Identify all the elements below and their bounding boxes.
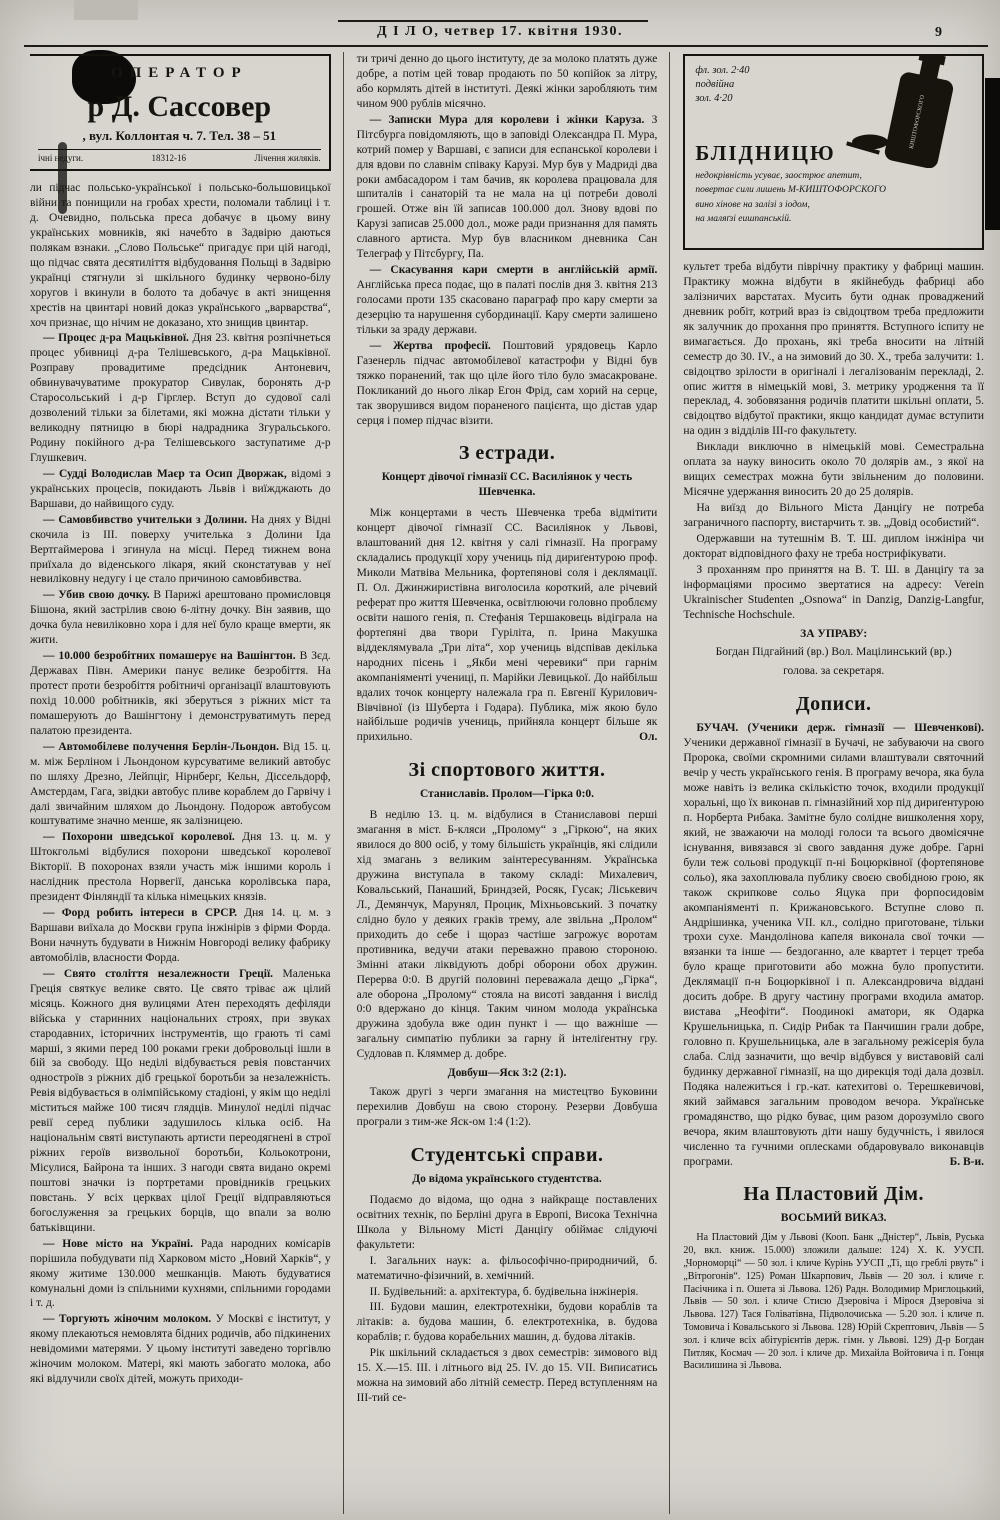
news-paragraph bbox=[357, 1254, 658, 1284]
news-paragraph bbox=[30, 181, 331, 330]
paragraph-text: II. Будівельний: а. архітектура, б. будівельна інжінерія. bbox=[369, 1285, 639, 1298]
paragraph-text: На виїзд до Вільного Міста Данціґу не потреба заграничного паспорту, вистарчить т. зв. „Довід особистий“. bbox=[683, 502, 985, 529]
paragraph-text: З Пітсбурга повідомляють, що в заповіді Олександра П. Мура, котрий помер у Варшаві, є записи для еспанської королеви і для вдови по славнім співаку Карузі. Мур був у Мадриді два роки амбасадором і там бачив, як королева працювала для шпиталів і санаторій та не мала на ці потреби доволі грошей. Отже він їй записав 100.000 дол. Знову вдові по Карузі записав 25.000 дол., може ради признання для память славного артиста. Мур був власником дневника Сан Телеграф у Пітсбургу, Па. bbox=[356, 113, 658, 261]
paragraph-text: Дня 13. ц. м. у Штокгольмі відбулися похорони шведської королевої Вікторії. В похоронах взяли участь між іншими король і наслідник престола Норвегії, данська королівська пара, президент Фінляндії та кілька німецьких князів. bbox=[30, 831, 331, 904]
centered-line: Богдан Підгайний (вр.) Вол. Мацілинський (вр.) bbox=[715, 646, 952, 659]
page-number: 9 bbox=[935, 25, 942, 40]
advert-body-line-1: недокрівність усуває, заострює апетит, bbox=[695, 171, 862, 181]
advert-sassover-address: , вул. Коллонтая ч. 7. Тел. 38 – 51 bbox=[82, 127, 277, 143]
paragraph-text: На Пластовий Дім у Львові (Кооп. Банк „Дністер“, Львів, Руська 20, вкл. книж. 15.000) зложили дальше: 124) X. К. УУСП. „Чорноморці“ — 50 зол. і кличе Курінь УУСП „Ті, що греблі рвуть“ і „Вітрогонів“. 125) Роман Шкарпович, Львів — 20 зол. і кличе г. Пасічника і п. Ошета зі Львова. 126) Радн. Володимир Мриглоцький, Львів — 50 зол. і кличе Стисю Дзеровіча і Мірося Дзеровіча зі Львова. 127) Тася Голіватівна, Підволочиська — 5.20 зол. і кличе п. Томовича і Ковальського зі Львова. 128) Юрій Скрептович, Львів — 5 зол. і кличе всіх абітурієнтів держ. гімн. у Львові. 129) Д-р Богдан Питляк, Космач — 20 зол. і кличе др. Михайла Войтовича і п. Гонця Василишина зі Львова. bbox=[683, 1232, 985, 1372]
columns-container bbox=[30, 52, 984, 1514]
paragraph-text: Дня 23. квітня розпічнеться процес убивниці д-ра Телішевського, д-ра Мацьківної. Розправу провадитиме предсідник Антоневич, обвинувачуватиме прокуратор Сивулак, боронять д-р Старосольський і д-р Гірглер. Вступ до судової салі дозволений тільки за білетами, які можна дістати тільки у великодну пятницю в бюрі надрадника Згуральського. Родину покійного д-ра Телішевського заступатиме д-р Глушкевич. bbox=[30, 332, 331, 464]
paragraph-lead: — Форд робить інтереси в СРСР. bbox=[43, 907, 245, 920]
advert-blidnytsiu-title: БЛІДНИЦЮ bbox=[695, 141, 836, 165]
news-paragraph bbox=[357, 506, 658, 745]
section-heading: З естради. bbox=[458, 442, 556, 465]
news-paragraph bbox=[30, 740, 331, 830]
paragraph-text: Між концертами в честь Шевченка треба відмітити концерт дівочої гімназії СС. Василіянок у Львові, влаштований дня 12. квітня у салі гімназії. На програму складались продукції хору учениць під дириґентурою проф. Миколи Матвіва Мельника, фортепянові соля і деклямації. П. Ол. Джинжиристівна виголосила короткий, але річевий реферат про життя Шевченка, освітлюючи головно проблєму освіти нашого генія, п. Стефанія Тершаковець відіграла на фортепяні два твори Гуріліта, п. Ірина Макушка віддеклямувала „Три літа“, хор учениць відспівав декілька народних пісень і „Якби мені черевики“ при гарнім акомпаніяменті учениці, п. Марійки Левицької. До найбільш вдалих точок концерту належала гра п. Евгенії Курилович-Вівчівної (із Шуберта і Годара). Публика, між якою було найбільше родичів учениць, прийняла концерт більше як прихильно. bbox=[356, 507, 658, 744]
news-paragraph bbox=[30, 1312, 331, 1387]
section-subheading: Концерт дівочої гімназії СС. Василіянок у честь Шевченка. bbox=[381, 471, 633, 499]
paragraph-text: Також другі з черги змагання на мистецтво Буковини перехилив Довбуш на свою сторону. Резерви Довбуша програли з тим-же Яск-ом 1:4 (1:2). bbox=[356, 1086, 658, 1128]
advert-price-line-3: зол. 4·20 bbox=[695, 93, 733, 105]
paragraph-lead: — Жертва професії. bbox=[369, 339, 503, 352]
paragraph-lead: — Скасування кари смерти в англійській армії. bbox=[369, 264, 658, 277]
paragraph-text: На днях у Відні скочила із III. поверху учителька з Долини Іда Вертгаймерова і згинула на місці. Перед тижнем вона приїхала до віденського лікаря, який сконстатував у неї невиліковну недугу і це стало причиною самовбивства. bbox=[30, 513, 331, 586]
advert-body-line-4: на маляґзі еишпанській. bbox=[695, 213, 792, 224]
centered-line: Довбуш—Яск 3:2 (2:1). bbox=[447, 1067, 567, 1080]
advert-body-line-3: вино хінове на залізі з іодом, bbox=[695, 199, 810, 210]
news-paragraph bbox=[683, 501, 984, 531]
news-paragraph bbox=[30, 331, 331, 465]
news-paragraph bbox=[357, 263, 658, 338]
paragraph-text: Подаємо до відома, що одна з найкраще поставлених освітних технік, по Берліні друга в Европі, Висока Технічна Школа у Вільному Місті Данціґу обіймає слідуючі факультети: bbox=[356, 1193, 658, 1251]
newspaper-title-date: Д І Л О, четвер 17. квітня 1930. bbox=[377, 24, 623, 39]
news-paragraph bbox=[357, 339, 658, 429]
column-left bbox=[30, 52, 343, 1514]
paragraph-text: Рік шкільний складається з двох семестрів: зимового від 15. X.—15. III. і літнього від 25. IV. до 15. VII. Виписатись можна на зимовий або літній семестр. Перед вступленням на III-тий се- bbox=[356, 1347, 658, 1405]
paragraph-text: III. Будови машин, електротехніки, будови кораблів та літаків: а. будова машин, б. електротехніка, в. будова кораблів; г. будова корабельних машин, д. будова літаків. bbox=[356, 1301, 658, 1344]
paragraph-text: ли підчас польсько-української і польсько-большовицької війни та понищили на гробах хрести, поломали таблиці і т. д. Очевидно, польська преса добачує в цьому вину українських мовників, які начебто в Задвірю даються полякам взнаки. „Слово Польське“ пригадує при цій нагоді, що підчас свята десятиліття відбудовання Польщі в Задвірю українці стягнули зі шкільного будинку червоно-білу хоругов і вкинули в болото та добачує в акті знищення хрестів на цвинтарі новий доказ українського „варварства“, хоч признає, що нічим не доказано, хто знищив цвинтар. bbox=[30, 182, 331, 329]
news-paragraph bbox=[683, 563, 984, 623]
advert-price-line-1: фл. зол. 2·40 bbox=[695, 65, 750, 76]
advert-sassover-footer bbox=[38, 149, 321, 165]
column-middle bbox=[343, 52, 670, 1514]
news-paragraph bbox=[357, 1085, 658, 1130]
scan-artifact bbox=[985, 78, 1000, 230]
paragraph-text: Виклади виключно в німецькій мові. Семестральна оплата за науку виносить около 70 долярів ам., з якої на вищих семестрах можна бути звільненим до половини. Місячне удержання виносить 20 до 25 долярів. bbox=[683, 441, 985, 499]
paragraph-text: З проханням про приняття на В. Т. Ш. в Данціґу та за інформаціями просимо звертатися на адресу: Verein Ukrainischer Studenten „Osnowa“ in Danzig, Danzig-Langfur, Technische Hochschule. bbox=[683, 563, 985, 621]
news-paragraph bbox=[357, 1346, 658, 1406]
news-paragraph bbox=[30, 1237, 331, 1312]
paragraph-text: В неділю 13. ц. м. відбулися в Станиславові перші змагання в міст. Б-кляси „Пролому“ з „Гіркою“, на яких явилося до 800 осіб, у тому більшість українців, які слідили хід змагань з великим заінтересуванням. Українська дружина виступала в такому складі: Михалевич, Ковальський, Панаший, Бриндзей, Росяк, Гусак; Ліськевич Л., Демянчук, Марунял, Процик, Міхньовський. З початку слідно було у деяких граків трему, але звільна „Пролом“ приходить до себе і щораз частіше загрожує воротам противника, ведучи атаки переважно правою стороною. Змінні атаки ліквідують добрі оборони обох дружин. Перерва 0:0. В другій половині переважала дещо „Гірка“, але оборона „Пролому“ стояла на висоті завдання і вислід 0:0 вдержано до кінця. Таким чином молода українська дружина здобула вже один пункт і — що важніше — загальну симпатію публики за гарну й інтеліґентну гру. Судловав п. Кляммер д. добре. bbox=[356, 809, 658, 1061]
paragraph-text: I. Загальних наук: а. фільософічно-природничий, б. математично-фізичний, в. хемічний. bbox=[356, 1254, 658, 1282]
paragraph-lead: — Торгують жіночим молоком. bbox=[43, 1313, 216, 1326]
news-paragraph bbox=[683, 721, 984, 1169]
news-paragraph bbox=[357, 1300, 658, 1345]
news-paragraph bbox=[357, 1193, 658, 1253]
centered-line: голова. за секретаря. bbox=[783, 665, 885, 678]
advert-sassover-name: р Д. Сассовер bbox=[87, 89, 272, 123]
paragraph-text: В Зєд. Державах Півн. Америки панує велике безробіття. На протест проти безробіття робітничі організації влаштовують похід 10.000 робітників, які зберуться з ріжних міст та помашерують до Вашінгтону і демонструватимуть перед палатою президента. bbox=[30, 650, 331, 737]
paragraph-lead: — Нове місто на Україні. bbox=[43, 1237, 201, 1250]
advert-sassover-profession: ОПЕРАТОР bbox=[110, 65, 248, 81]
advert-sassover bbox=[30, 54, 331, 171]
paragraph-text: Англійська преса подає, що в палаті послів дня 3. квітня 213 голосами проти 135 скасовано параграф про кару смерти за дезерцію та нарушення субординації. Кару смерти залишено тільки за зраду держави. bbox=[356, 279, 658, 336]
paragraph-signature: Ол. bbox=[639, 731, 658, 744]
column-right bbox=[669, 52, 984, 1514]
paragraph-lead: — Похорони шведської королевої. bbox=[43, 831, 243, 844]
paragraph-lead: БУЧАЧ. (Ученики держ. гімназії — Шевченкові). bbox=[696, 722, 985, 735]
news-paragraph bbox=[30, 588, 331, 648]
news-paragraph bbox=[357, 52, 658, 112]
news-paragraph bbox=[30, 967, 331, 1236]
advert-blidnytsiu-body bbox=[695, 169, 974, 226]
advert-price-line-2: подвійна bbox=[695, 79, 735, 91]
paragraph-text: Рада народних комісарів порішила побудувати під Харковом місто „Новий Харків“, у якому житиме 130.000 мешканців. Мають будуватися комунальні доми із спільними кухнями, спільними городами і т. д. bbox=[30, 1237, 331, 1310]
advert-blidnytsiu bbox=[683, 54, 984, 250]
paragraph-text: Одержавши на тутешнім В. Т. Ш. диплом інжініра чи докторат відповідного фаху не треба нострифікувати. bbox=[683, 532, 985, 560]
paragraph-text: відомі з українських процесів, покидають Львів і виїжджають до Варшави, до найвищого суду. bbox=[30, 467, 331, 510]
paragraph-lead: — Записки Мура для королеви і жінки Каруза. bbox=[369, 113, 652, 126]
news-paragraph bbox=[30, 649, 331, 739]
masthead bbox=[0, 24, 1000, 40]
news-paragraph bbox=[357, 1285, 658, 1300]
paragraph-lead: — Автомобілеве получення Берлін-Льондон. bbox=[43, 740, 283, 753]
paragraph-text: Поштовий урядовець Карло Газенерль підчас автомобілевої катастрофи у Відні був тяжко поранений, так що ціле його тіло було змасакроване. Покликаний до нього лікар Егон Фрід, сам хорий на серце, так зворушився видом пораненого пацієнта, що дістав удар серця і помер підчас візити. bbox=[356, 339, 658, 427]
advert-sassover-footer-right: Лічення жиляків. bbox=[254, 153, 321, 164]
advert-sassover-footer-left: ічні недуги. bbox=[38, 153, 84, 164]
news-paragraph bbox=[30, 467, 331, 512]
news-paragraph bbox=[30, 513, 331, 588]
advert-blidnytsiu-prices bbox=[695, 64, 749, 107]
section-subheading: ВОСЬМИЙ ВИКАЗ. bbox=[780, 1212, 887, 1225]
news-paragraph bbox=[357, 113, 658, 262]
paragraph-lead: — 10.000 безробітних помашерує на Вашінгтон. bbox=[43, 650, 300, 663]
news-paragraph bbox=[357, 808, 658, 1062]
section-subheading: Станиславів. Пролом—Гірка 0:0. bbox=[419, 788, 595, 801]
scan-artifact bbox=[74, 0, 138, 20]
paragraph-lead: — Судді Володислав Маєр та Осип Дворжак, bbox=[43, 467, 292, 480]
advert-sassover-footer-mid: 18312-16 bbox=[151, 153, 187, 164]
section-heading: Дописи. bbox=[795, 693, 872, 716]
news-paragraph bbox=[683, 532, 984, 562]
advert-body-line-2: повертає сили лишень М-КИШТОФОРСКОГО bbox=[695, 185, 887, 196]
paragraph-signature: Б. В-и. bbox=[949, 1155, 985, 1168]
section-heading: На Пластовий Дім. bbox=[743, 1183, 924, 1206]
news-paragraph bbox=[683, 440, 984, 500]
news-paragraph bbox=[30, 830, 331, 905]
paragraph-text: В Парижі арештовано промисловця Бішона, який застрілив свою 6-літну дочку. Він заявив, що дочка була невиліковно хора і для неї було краще вмерти, як жити. bbox=[30, 589, 331, 647]
paragraph-lead: — Самовбивство учительки з Долини. bbox=[43, 513, 251, 526]
section-subheading: До відома українського студентства. bbox=[412, 1172, 602, 1185]
masthead-rule-top bbox=[338, 20, 648, 22]
news-paragraph bbox=[683, 260, 984, 439]
header-divider-rule bbox=[24, 45, 988, 47]
svg-text:КИШТОФОРСКОГО: КИШТОФОРСКОГО bbox=[908, 94, 927, 150]
news-paragraph bbox=[30, 906, 331, 966]
paragraph-text: Дня 14. ц. м. з Варшави виїхала до Москви група інжінірів з фірми Форда. Вони начнуть будувати в Нижнім Новгороді велику фабрику автомобілів, власности Форда. bbox=[30, 907, 331, 964]
paragraph-text: культет треба відбути піврічну практику у фабриці машин. Практику можна відбути в якійнебудь фабриці або залізничих варстатах. Мусить бути однак проваджений дневник робіт, котрий враз із свідоцтвом треба предложити як залучник до прохання про приняття. Вступного іспиту не вимагається. До прохань, які треба вносити на літній семестр до 30. IV., а на зимовий до 30. X., треба залучити: 1. свідоцтво зрілости в оригіналі і легалізованім перекладі, 2. опис життя в німецькій мові, 3. метрику уродження та її переклад, 4. зобовязання родичів платити шкільні оплати, 5. свідоцтво відбутої практики, якщо кандидат думає вступити на один з відділів III-го факультету. bbox=[683, 261, 985, 438]
section-heading: Зі спортового життя. bbox=[408, 759, 606, 782]
paragraph-text: У Москві є інститут, у якому плекаються немовлята бідних родичів, або підкинених невідомими матерями. У цьому інституті заведено торгівлю жіночим молоком. Матері, які мають забогато молока, або які відлучили своїх дітей, можуть приходи- bbox=[30, 1313, 331, 1386]
centered-line: ЗА УПРАВУ: bbox=[800, 627, 868, 640]
paragraph-text: Ученики державної гімназії в Бучачі, не забуваючи на свого Пророка, своїми скромними силами влаштували святочний вечір у честь українського генія. В програму вечора, яка була може навіть із велика скількістю точок, входили продукції хоральні, що їх виконав п. гімназійний хор під дириґентурою п. Норберта Рибака. Замітне було солідне вишколення хору, який, не зважаючи на молоді голоси та всього двомісячне існування, вивязався зі свого завдання дуже добре. Гарні були теж сольові продукції п-ні Боцюрківної (фортепянове сольо), яка захоплювала публику своєю свобідною грою, як також скрипкове сольо Яцука при форпосидовім акомпаніяменті п. Крижановського. Вступне слово п. Андрішинка, ученика VII. кл., солідно приготоване, тільки трохи сухе. Мандолінова капеля виконала свої точки — вязанки та інше — бездоганно, але квартет і терцет треба було краще приготовити або можна було пропустити. Деклямації п-н Боцюрківної і п. Александровича віддані досить добре. В другу частину програми входила аматор. вистава „Неофіти“. Поодинокі аматори, як Одарка Крушельницька, п. Сидір Рибак та Панчишин грали добре, головно п. Крушельницька, але в загальному режісерія була слаба. Слід зазначити, що вечір відбувся у виставовій салі будинку державної гімназії, на що дирекція тоді дала дозвіл. Подяка належиться і гр.-кат. катехитові о. Терешкевичові, який займався загальним проводом вечора. Українське громадянство, що рідко буває, цим разом дорозуміло свого вечора, яким влаштовують діти нашу будучність, і явилося численно та гучними оплесками обдаровувало виконавців програми. bbox=[683, 737, 985, 1168]
paragraph-text: ти тричі денно до цього інституту, де за молоко платять дуже добре, а потім цей товар продають по 50 копійок за літру, або кормлять дітей в інституті. Деякі жінки заробляють тим чином 900 рублів місячно. bbox=[356, 53, 658, 110]
news-paragraph bbox=[683, 1232, 984, 1373]
paragraph-text: Від 15. ц. м. між Берліном і Льондоном курсуватиме великий автобус по шляху Дрезно, Лейпціг, Нірнберг, Кельн, Діссельдорф, Амстердам, Гага, звідки автобус пливе кораблем до Гарвічу і далі звичайним шляхом до Льондону. Подорож автобусом коштуватиме значно менше, як залізницею. bbox=[30, 740, 331, 828]
paragraph-lead: — Процес д-ра Мацьківної. bbox=[43, 332, 193, 345]
section-heading: Студентські справи. bbox=[410, 1143, 604, 1166]
medicine-bottle-icon bbox=[828, 56, 978, 173]
paragraph-lead: — Убив свою дочку. bbox=[43, 589, 154, 602]
paragraph-text: Маленька Греція святкує велике свято. Це свято тріває аж цілий місяць. Кожного дня вулицями Атен переходять дефіляди війська у старинних національних строях, при звуках стародавних, історичних інструментів, що грають ті самі марші, з якими перед 100 роками греки добровольці ішли в бій за свободу. Що неділі відбувається ревія повстанчих одностроїв з ріжних діб грецької боротьби за незалежність. Ревія відбувається в олімпійському стадіоні, у якім що неділі міститься майже 100 тисяч глядців. Минулої неділі підчас ревії серед публики задушилось кілька осіб. На національнім святі виступають артисти переодягнені в строї ріжних героїв визвольної боротьби, Кольокотрони, Місулися, Байрона та інших. З нагоди свята видано окремі поштові значки із портретами провідників грецьких повстань. У всіх церквах цілої Греції відправляються богослуження за грецьких борців, що впали за волю батьківщини. bbox=[30, 967, 331, 1234]
paragraph-lead: — Свято століття незалежности Греції. bbox=[43, 967, 283, 980]
